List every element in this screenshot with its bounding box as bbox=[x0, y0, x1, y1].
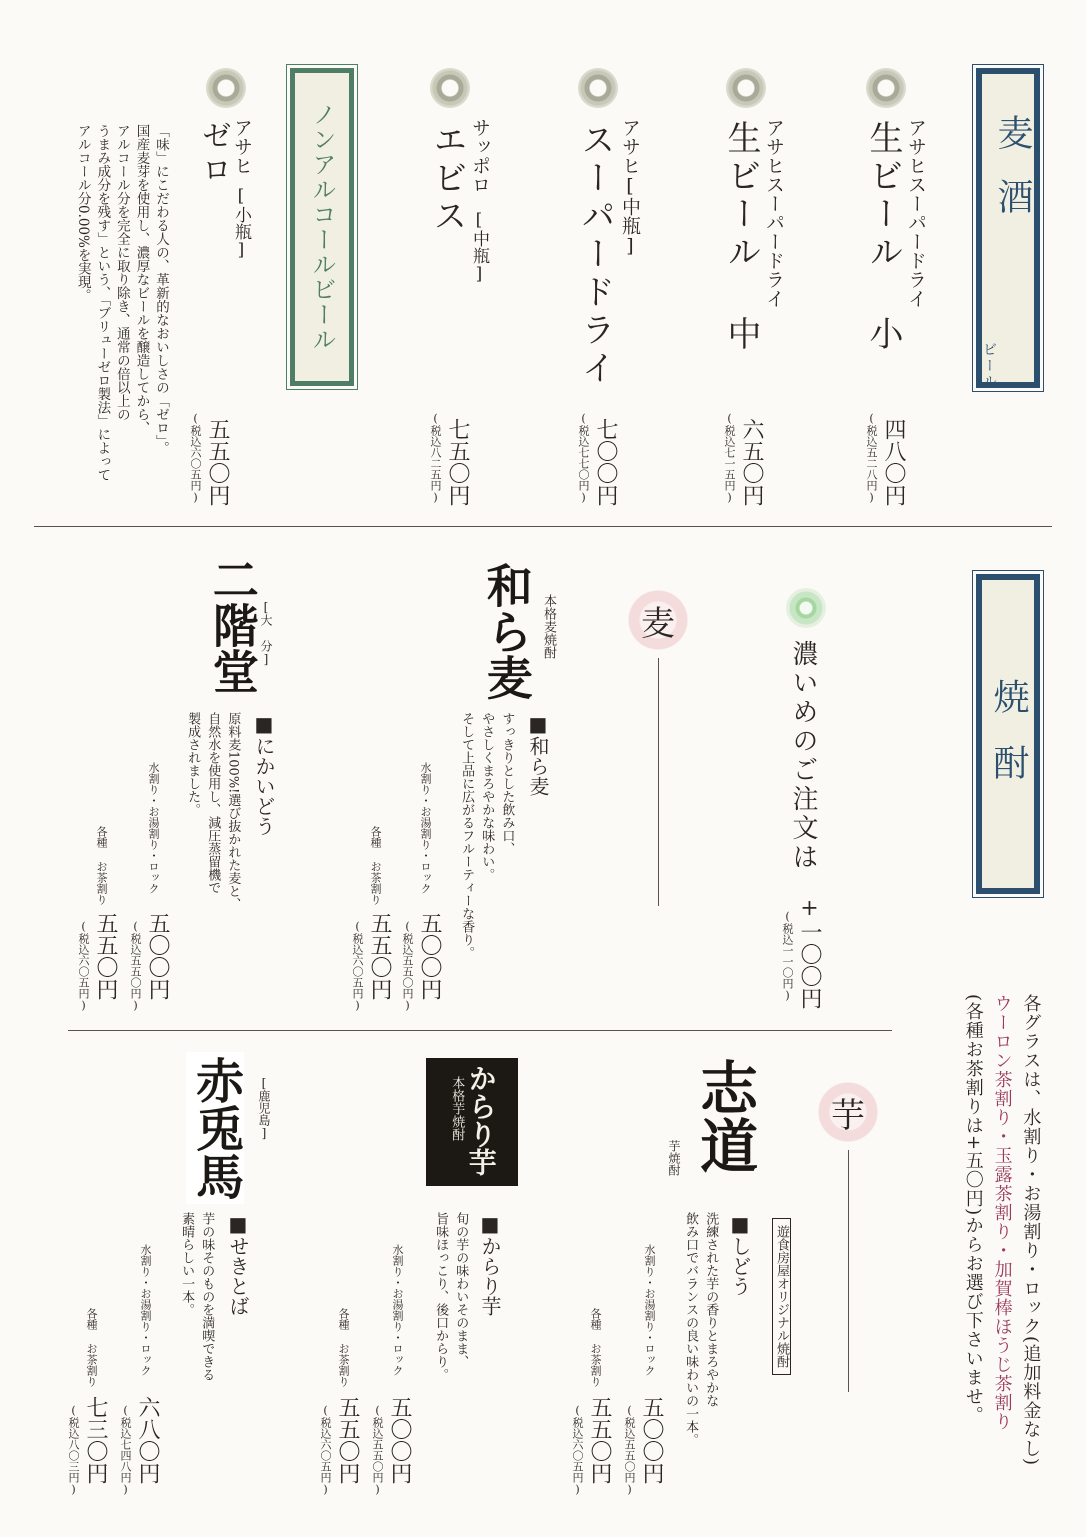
beer-3-price: 七〇〇円 bbox=[593, 418, 618, 506]
nonalc-desc-line: アルコール分を完全に取り除き、通常の倍以上の bbox=[113, 124, 130, 421]
nonalc-price: 五五〇円 bbox=[205, 418, 230, 506]
mugi-label: 麦 bbox=[628, 590, 688, 650]
nonalc-maker: アサヒ bbox=[231, 118, 253, 175]
beer-4-price: 七五〇円 bbox=[445, 418, 470, 506]
glass-note bbox=[958, 994, 1044, 1494]
shido-tax2: (税込六〇五円) bbox=[571, 1404, 584, 1496]
nonalc-desc-line: 国産麦芽を使用し、濃厚なビールを醸造してから、 bbox=[133, 124, 150, 435]
nonalc-name: ゼロ bbox=[196, 120, 231, 188]
nonalc-tax: (税込六〇五円) bbox=[189, 412, 202, 504]
karariimo-price1: 五〇〇円 bbox=[387, 1396, 412, 1484]
desc-line: すっきりとした飲み口、 bbox=[499, 712, 515, 855]
nikaido-name: ■にかいどう bbox=[252, 712, 276, 836]
sekitoba-price1: 六八〇円 bbox=[135, 1396, 160, 1484]
beer-4-maker: サッポロ bbox=[469, 118, 491, 194]
yawaramugi-price1: 五〇〇円 bbox=[417, 912, 442, 1000]
beer-2-name: 生ビール 中 bbox=[721, 120, 761, 354]
shido-desc bbox=[680, 1212, 720, 1472]
sekitoba-style2: 各種 お茶割り bbox=[85, 1308, 98, 1387]
sekitoba-logo: 赤兎馬 bbox=[186, 1052, 244, 1204]
shido-name: ■しどう bbox=[728, 1212, 752, 1296]
shido-style1: 水割り・お湯割り・ロック bbox=[643, 1244, 656, 1376]
sekitoba-origin: [鹿児島] bbox=[257, 1076, 271, 1140]
karariimo-style1: 水割り・お湯割り・ロック bbox=[391, 1244, 404, 1376]
shido-badge bbox=[772, 1218, 791, 1375]
nonalc-desc-line: うまみ成分を残す」という、「ブリューゼロ製法」によって bbox=[94, 124, 111, 482]
beer-3-tax: (税込七七〇円) bbox=[577, 412, 590, 504]
nikaido-tax2: (税込六〇五円) bbox=[77, 920, 90, 1012]
beer-title-ruby: ビール bbox=[981, 342, 997, 390]
koime-text: 濃いめのご注文は bbox=[788, 640, 818, 872]
beer-4-size: [中瓶] bbox=[469, 210, 489, 284]
imo-label: 芋 bbox=[818, 1082, 878, 1142]
nikaido-style1: 水割り・お湯割り・ロック bbox=[147, 762, 160, 894]
beer-marker-1 bbox=[866, 68, 906, 108]
beer-title: 麦酒 bbox=[992, 114, 1033, 242]
sekitoba-name: ■せきとば bbox=[226, 1212, 250, 1316]
sekitoba-style1: 水割り・お湯割り・ロック bbox=[139, 1244, 152, 1376]
beer-title-frame bbox=[976, 68, 1040, 388]
yawaramugi-price2: 五五〇円 bbox=[367, 912, 392, 1000]
glass-note-line: ウーロン茶割り・玉露茶割り・加賀棒ほうじ茶割り bbox=[991, 994, 1013, 1431]
karariimo-tax2: (税込六〇五円) bbox=[319, 1404, 332, 1496]
karariimo-logo: からり芋 bbox=[464, 1064, 498, 1176]
desc-line: 旬の芋の味わいそのまま、 bbox=[453, 1212, 469, 1368]
karariimo-style2: 各種 お茶割り bbox=[337, 1308, 350, 1387]
desc-line: 飲み口でバランスの良い味わいの一本。 bbox=[683, 1212, 699, 1446]
koime-price: +一〇〇円 bbox=[797, 896, 822, 1009]
beer-marker-4 bbox=[430, 68, 470, 108]
karariimo-tax1: (税込五五〇円) bbox=[371, 1404, 384, 1496]
karariimo-name: ■からり芋 bbox=[478, 1212, 502, 1316]
karariimo-logo-sub: 本格芋焼酎 bbox=[449, 1076, 465, 1141]
beer-1-price: 四八〇円 bbox=[881, 418, 906, 506]
shochu-divider bbox=[68, 1030, 892, 1031]
desc-line: 自然水を使用し、減圧蒸留機で bbox=[205, 712, 221, 894]
shido-logo: 志道 bbox=[690, 1058, 759, 1174]
beer-marker-3 bbox=[578, 68, 618, 108]
nonalc-title-frame bbox=[290, 68, 354, 386]
beer-1-tax: (税込五二八円) bbox=[865, 412, 878, 504]
yawaramugi-desc bbox=[456, 712, 516, 1002]
beer-4-name: エビス bbox=[427, 122, 467, 236]
yawaramugi-tax1: (税込五五〇円) bbox=[401, 920, 414, 1012]
sekitoba-price2: 七三〇円 bbox=[83, 1396, 108, 1484]
desc-line: 芋の味そのものを満喫できる bbox=[199, 1212, 215, 1381]
beer-marker-2 bbox=[726, 68, 766, 108]
shochu-title-frame bbox=[976, 574, 1040, 894]
sekitoba-tax2: (税込八〇三円) bbox=[67, 1404, 80, 1496]
nonalc-marker bbox=[206, 68, 246, 108]
karariimo-logo-box bbox=[426, 1058, 518, 1186]
nikaido-origin: [大 分] bbox=[259, 600, 273, 666]
nonalc-size: [小瓶] bbox=[231, 186, 251, 260]
beer-4-tax: (税込八二五円) bbox=[429, 412, 442, 504]
nikaido-tax1: (税込五五〇円) bbox=[129, 920, 142, 1012]
beer-3-maker: アサヒ[中瓶] bbox=[619, 118, 641, 257]
nikaido-logo: 二階堂 bbox=[205, 556, 260, 694]
yawaramugi-style2: 各種 お茶割り bbox=[369, 826, 382, 905]
karariimo-price2: 五五〇円 bbox=[335, 1396, 360, 1484]
desc-line: 素晴らしい一本。 bbox=[179, 1212, 195, 1316]
desc-line: 旨味ほっこり、後口からり。 bbox=[433, 1212, 449, 1381]
desc-line: やさしくまろやかな味わい。 bbox=[479, 712, 495, 881]
beer-1-name: 生ビール 小 bbox=[863, 120, 903, 354]
desc-line: 原料麦100%!選び抜かれた麦と、 bbox=[225, 712, 241, 911]
yawaramugi-logo: 和ら麦 bbox=[479, 562, 534, 700]
yawaramugi-style1: 水割り・お湯割り・ロック bbox=[419, 762, 432, 894]
nikaido-price1: 五〇〇円 bbox=[145, 912, 170, 1000]
glass-note-line: (各種お茶割りは+五〇円)からお選び下さいませ。 bbox=[962, 994, 984, 1426]
karariimo-desc bbox=[430, 1212, 470, 1472]
sekitoba-tax1: (税込七四八円) bbox=[119, 1404, 132, 1496]
beer-2-maker: アサヒスーパードライ bbox=[763, 118, 785, 308]
yawaramugi-tax2: (税込六〇五円) bbox=[351, 920, 364, 1012]
shochu-title: 焼酎 bbox=[988, 678, 1029, 810]
shido-style2: 各種 お茶割り bbox=[589, 1308, 602, 1387]
beer-2-tax: (税込七一五円) bbox=[723, 412, 736, 504]
shido-logo-sub: 芋焼酎 bbox=[667, 1140, 681, 1176]
desc-line: そして上品に広がるフルーティーな香り。 bbox=[459, 712, 475, 959]
beer-3-name: スーパードライ bbox=[575, 122, 615, 388]
nikaido-style2: 各種 お茶割り bbox=[95, 826, 108, 905]
imo-rule bbox=[848, 1150, 849, 1392]
nonalc-title: ノンアルコールビール bbox=[308, 102, 336, 352]
mugi-rule bbox=[658, 658, 659, 906]
nonalc-desc-line: アルコール分0.00%を実現。 bbox=[74, 124, 91, 302]
section-divider bbox=[34, 526, 1052, 527]
nikaido-desc bbox=[182, 712, 242, 972]
yawaramugi-logo-sub: 本格麦焼酎 bbox=[541, 594, 556, 659]
desc-line: 洗練された芋の香りとまろやかな bbox=[703, 1212, 719, 1407]
yawaramugi-name: ■和ら麦 bbox=[526, 712, 550, 796]
sekitoba-desc bbox=[176, 1212, 216, 1472]
koime-tax: (税込一一〇円) bbox=[781, 910, 794, 1002]
shido-tax1: (税込五五〇円) bbox=[623, 1404, 636, 1496]
shido-price1: 五〇〇円 bbox=[639, 1396, 664, 1484]
shido-badge-text: 遊食房屋オリジナル焼酎 bbox=[774, 1225, 789, 1368]
beer-2-price: 六五〇円 bbox=[739, 418, 764, 506]
shido-price2: 五五〇円 bbox=[587, 1396, 612, 1484]
beer-1-maker: アサヒスーパードライ bbox=[905, 118, 927, 308]
koime-marker bbox=[786, 588, 826, 628]
nonalc-desc-line: 「味」にこだわる人の、革新的なおいしさの「ゼロ」。 bbox=[153, 124, 169, 455]
nikaido-price2: 五五〇円 bbox=[93, 912, 118, 1000]
nonalc-description bbox=[70, 124, 170, 504]
glass-note-line: 各グラスは、水割り・お湯割り・ロック(追加料金なし) bbox=[1020, 994, 1042, 1467]
desc-line: 製成されました。 bbox=[185, 712, 201, 816]
